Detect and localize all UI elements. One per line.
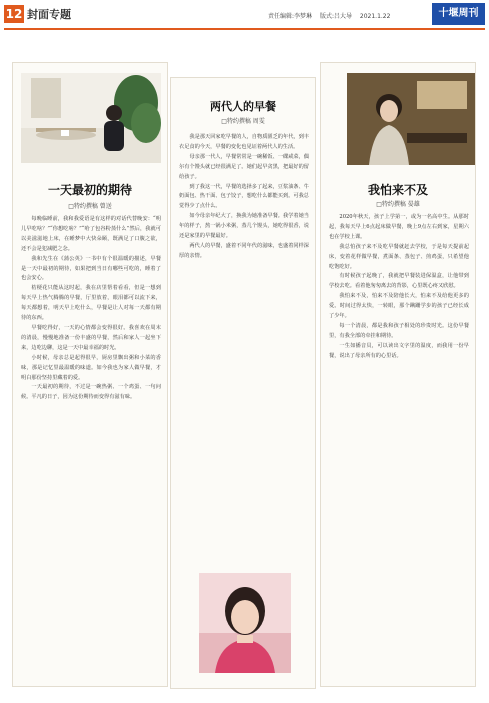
article-byline: □特约撰稿 周雯 <box>221 118 265 125</box>
page-number: 12 <box>5 7 23 21</box>
paragraph: 我和先生在《蒲公英》一书中有个很温暖的描述，早餐是一天中最初的期待，如果把到当日有哪些可吃的，睡着了也会安心。 <box>21 255 161 282</box>
paragraph: 有时候孩子起晚了，我就把早餐装进保温盒，让他带到学校去吃。看着他匆匆离去的背影，心里既心疼又欣慰。 <box>329 273 469 290</box>
article-title: 一天最初的期待 <box>47 183 132 197</box>
paragraph: 2020年秋天，孩子上学第一，或为一名高中生。从那时起，我每天早上6点起床做早餐，晚上9点左右到家，星期六也在学校上课。 <box>329 214 469 240</box>
paragraph: 每一个清晨，都是我和孩子相处的珍贵时光。这份早餐里，有我全部的牵挂和期待。 <box>329 322 469 339</box>
article-panel-left <box>12 62 168 687</box>
article-body <box>329 213 469 678</box>
article-byline: □特约撰稿 曾送 <box>68 203 112 210</box>
paragraph: 我怕来不及，怕来不及陪他长大，怕来不及给他更多的爱。时间过得太快，一转眼，那个蹒跚学步的孩子已经长成了少年。 <box>329 293 469 320</box>
designer-credit: 版式:吕大导 <box>319 13 352 20</box>
article-title: 两代人的早餐 <box>210 100 276 113</box>
paragraph: 母亲那一代人，早餐常常是一碗稀饭、一碟咸菜，偶尔有个馒头就已经很满足了。她们起早贪黑，把最好的留给孩子。 <box>179 153 309 180</box>
section-title: 封面专题 <box>27 8 71 21</box>
issue-date: 2021.1.22 <box>359 13 391 20</box>
page-header <box>0 0 489 30</box>
paragraph: 小时候，母亲总是起得很早，厨房里飘出粥和小菜的香味，那是记忆里最温暖的味道。如今我也为家人做早餐，才明白那份坚持里藏着的爱。 <box>21 354 161 381</box>
paragraph: 早餐吃得好，一天的心情都会变得很好。我喜欢在周末的清晨，慢慢地准备一份丰盛的早餐，然后和家人一起坐下来，边吃边聊，这是一天中最幸福的时光。 <box>21 324 161 351</box>
author-photo-middle <box>199 573 291 673</box>
article-byline: □特约撰稿 晏雄 <box>376 201 420 208</box>
header-rule <box>4 28 485 30</box>
author-photo-left <box>21 73 161 163</box>
paragraph: 两代人的早餐，盛着不同年代的滋味，也盛着同样深厚的亲情。 <box>179 242 309 259</box>
paragraph: 如今母亲年纪大了，换我为她准备早餐。我学着她当年的样子，熬一锅小米粥，蒸几个馒头，她吃得很香，说还是家里的早餐最好。 <box>179 213 309 240</box>
paragraph: 到了我这一代，早餐的选择多了起来，豆浆油条、牛奶面包、热干面、包子饺子，想吃什么都能买到。可我总觉得少了点什么。 <box>179 183 309 210</box>
article-body <box>21 215 161 680</box>
article-panel-right <box>320 62 476 687</box>
author-photo-right <box>347 73 475 165</box>
masthead-logo: 十堰周刊 <box>432 3 485 25</box>
paragraph: 我是那天回家吃早餐的人，自物质匮乏的年代，到丰衣足食的今天，早餐的变化也见证着两代人的生活。 <box>179 134 309 150</box>
editor-credit: 责任编辑:李梦琳 <box>268 13 313 20</box>
article-title: 我怕来不及 <box>367 183 428 197</box>
paragraph: 桔梗花只能从这时起，我在店里帮着看看，但是一想到每天早上热气腾腾的早餐，厅里放着，眼泪都可以流下来，每天都想着，明天早上吃什么，早餐是让人对每一天都有期待的东西。 <box>21 285 161 322</box>
article-body <box>179 133 309 568</box>
paragraph: 一生如播音员，可以读出文字里的温度，而我用一份早餐，说出了母亲所有的心里话。 <box>329 342 469 359</box>
article-panel-middle <box>170 77 316 689</box>
paragraph: 我总怕孩子来不及吃早餐就赶去学校，于是每天提前起床，变着花样做早餐，煮面条、蒸包子、煎鸡蛋，只希望他吃饱吃好。 <box>329 243 469 270</box>
page-meta <box>268 11 396 20</box>
paragraph: 一天最初的期待，不过是一碗热粥、一个鸡蛋、一句问候。平凡的日子，因为这份期待而变得有滋有味。 <box>21 384 161 401</box>
paragraph: 每晚临睡前，我和我爱语是有这样的对话代替晚安：“明儿早吃啥？”“你想吃啥？”“哈了包谷粉蒸什么”然后，我就可以美滋滋地上床，在睡梦中大快朵颐，既满足了口腹之欲，还不会是犯减肥之念。 <box>21 216 161 252</box>
